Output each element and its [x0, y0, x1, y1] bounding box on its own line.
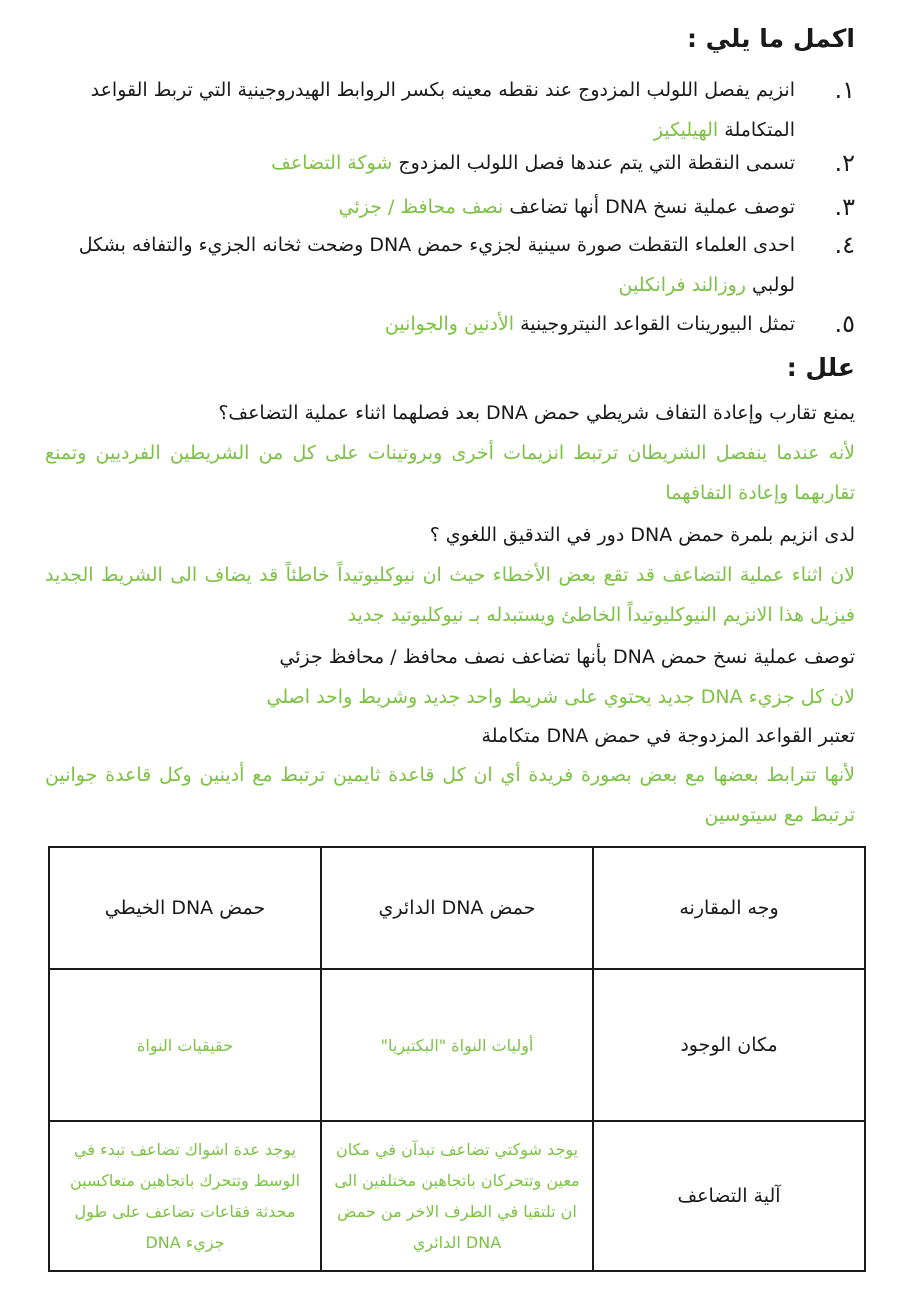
item-answer: نصف محافظ / جزئي: [338, 196, 504, 218]
comparison-table: [48, 846, 866, 1272]
complete-item-4: [65, 225, 855, 305]
explain-question-2: لدى انزيم بلمرة حمض DNA دور في التدقيق اللغوي ؟: [429, 524, 855, 546]
item-answer: الهيليكيز: [653, 119, 719, 141]
complete-section-title: اكمل ما يلي :: [686, 24, 855, 53]
explain-question-3: توصف عملية نسخ حمض DNA بأنها تضاعف نصف محافظ / محافظ جزئي: [279, 646, 855, 668]
complete-item-5: [65, 304, 855, 344]
explain-answer-1: لأنه عندما ينفصل الشريطان ترتبط انزيمات أخرى وبروتينات على كل من الشريطين الفرديين وتمنع تقاربهما وإعادة التفافهما: [45, 442, 855, 504]
table-cell: يوجد شوكتي تضاعف تبدآن في مكان معين وتتحركان باتجاهين مختلفين الى ان تلتقيا في الطرف الاخر من حمض DNA الدائري: [321, 1121, 593, 1271]
row-label: آلية التضاعف: [593, 1121, 865, 1271]
explain-answer-2: لان اثناء عملية التضاعف قد تقع بعض الأخطاء حيث ان نيوكليوتيداً خاطئاً قد يضاف الى الشريط الجديد فيزيل هذا الانزيم النيوكليوتيداً الخاطئ ويستبدله بـ نيوكليوتيد جديد: [45, 564, 855, 626]
item-answer: روزالند فرانكلين: [618, 274, 746, 296]
table-header-cell: وجه المقارنه: [593, 847, 865, 969]
complete-item-3: [65, 187, 855, 227]
explain-question-1: يمنع تقارب وإعادة التفاف شريطي حمض DNA بعد فصلهما اثناء عملية التضاعف؟: [218, 402, 855, 424]
item-number: ٢.: [834, 149, 855, 177]
item-number: ٣.: [834, 193, 855, 221]
complete-item-1: [65, 70, 855, 150]
complete-item-2: [65, 143, 855, 183]
table-row: [49, 969, 865, 1121]
item-text: توصف عملية نسخ DNA أنها تضاعف: [509, 196, 795, 218]
item-text: تسمى النقطة التي يتم عندها فصل اللولب المزدوج: [398, 152, 795, 174]
explain-question-4: تعتبر القواعد المزدوجة في حمض DNA متكاملة: [481, 725, 855, 747]
item-answer: الأدنين والجوانين: [384, 313, 515, 335]
item-text: احدى العلماء التقطت صورة سينية لجزيء حمض DNA وضحت ثخانه الجزيء والتفافه بشكل لولبي: [78, 234, 795, 296]
item-number: ٤.: [834, 231, 855, 259]
table-cell: أوليات النواة "البكتيريا": [321, 969, 593, 1121]
table-header-cell: حمض DNA الخيطي: [49, 847, 321, 969]
explain-section-title: علل :: [786, 353, 855, 382]
item-text: انزيم يفصل اللولب المزدوج عند نقطه معينه بكسر الروابط الهيدروجينية التي تربط القواعد المتكاملة: [90, 79, 795, 141]
row-label: مكان الوجود: [593, 969, 865, 1121]
item-text: تمثل البيورينات القواعد النيتروجينية: [520, 313, 795, 335]
table-header-row: [49, 847, 865, 969]
table-cell: يوجد عدة اشواك تضاعف تبدء في الوسط وتتحرك باتجاهين متعاكسين محدثة فقاعات تضاعف على طول جزيء DNA: [49, 1121, 321, 1271]
table-cell: حقيقيات النواة: [49, 969, 321, 1121]
item-answer: شوكة التضاعف: [271, 152, 393, 174]
item-number: ١.: [834, 76, 855, 104]
table-row: [49, 1121, 865, 1271]
item-number: ٥.: [834, 310, 855, 338]
table-header-cell: حمض DNA الدائري: [321, 847, 593, 969]
explain-answer-4: لأنها تترابط بعضها مع بعض بصورة فريدة أي ان كل قاعدة ثايمين ترتبط مع أدينين وكل قاعدة جوانين ترتبط مع سيتوسين: [45, 764, 855, 826]
explain-answer-3: لان كل جزيء DNA جديد يحتوي على شريط واحد جديد وشريط واحد اصلي: [266, 686, 855, 708]
